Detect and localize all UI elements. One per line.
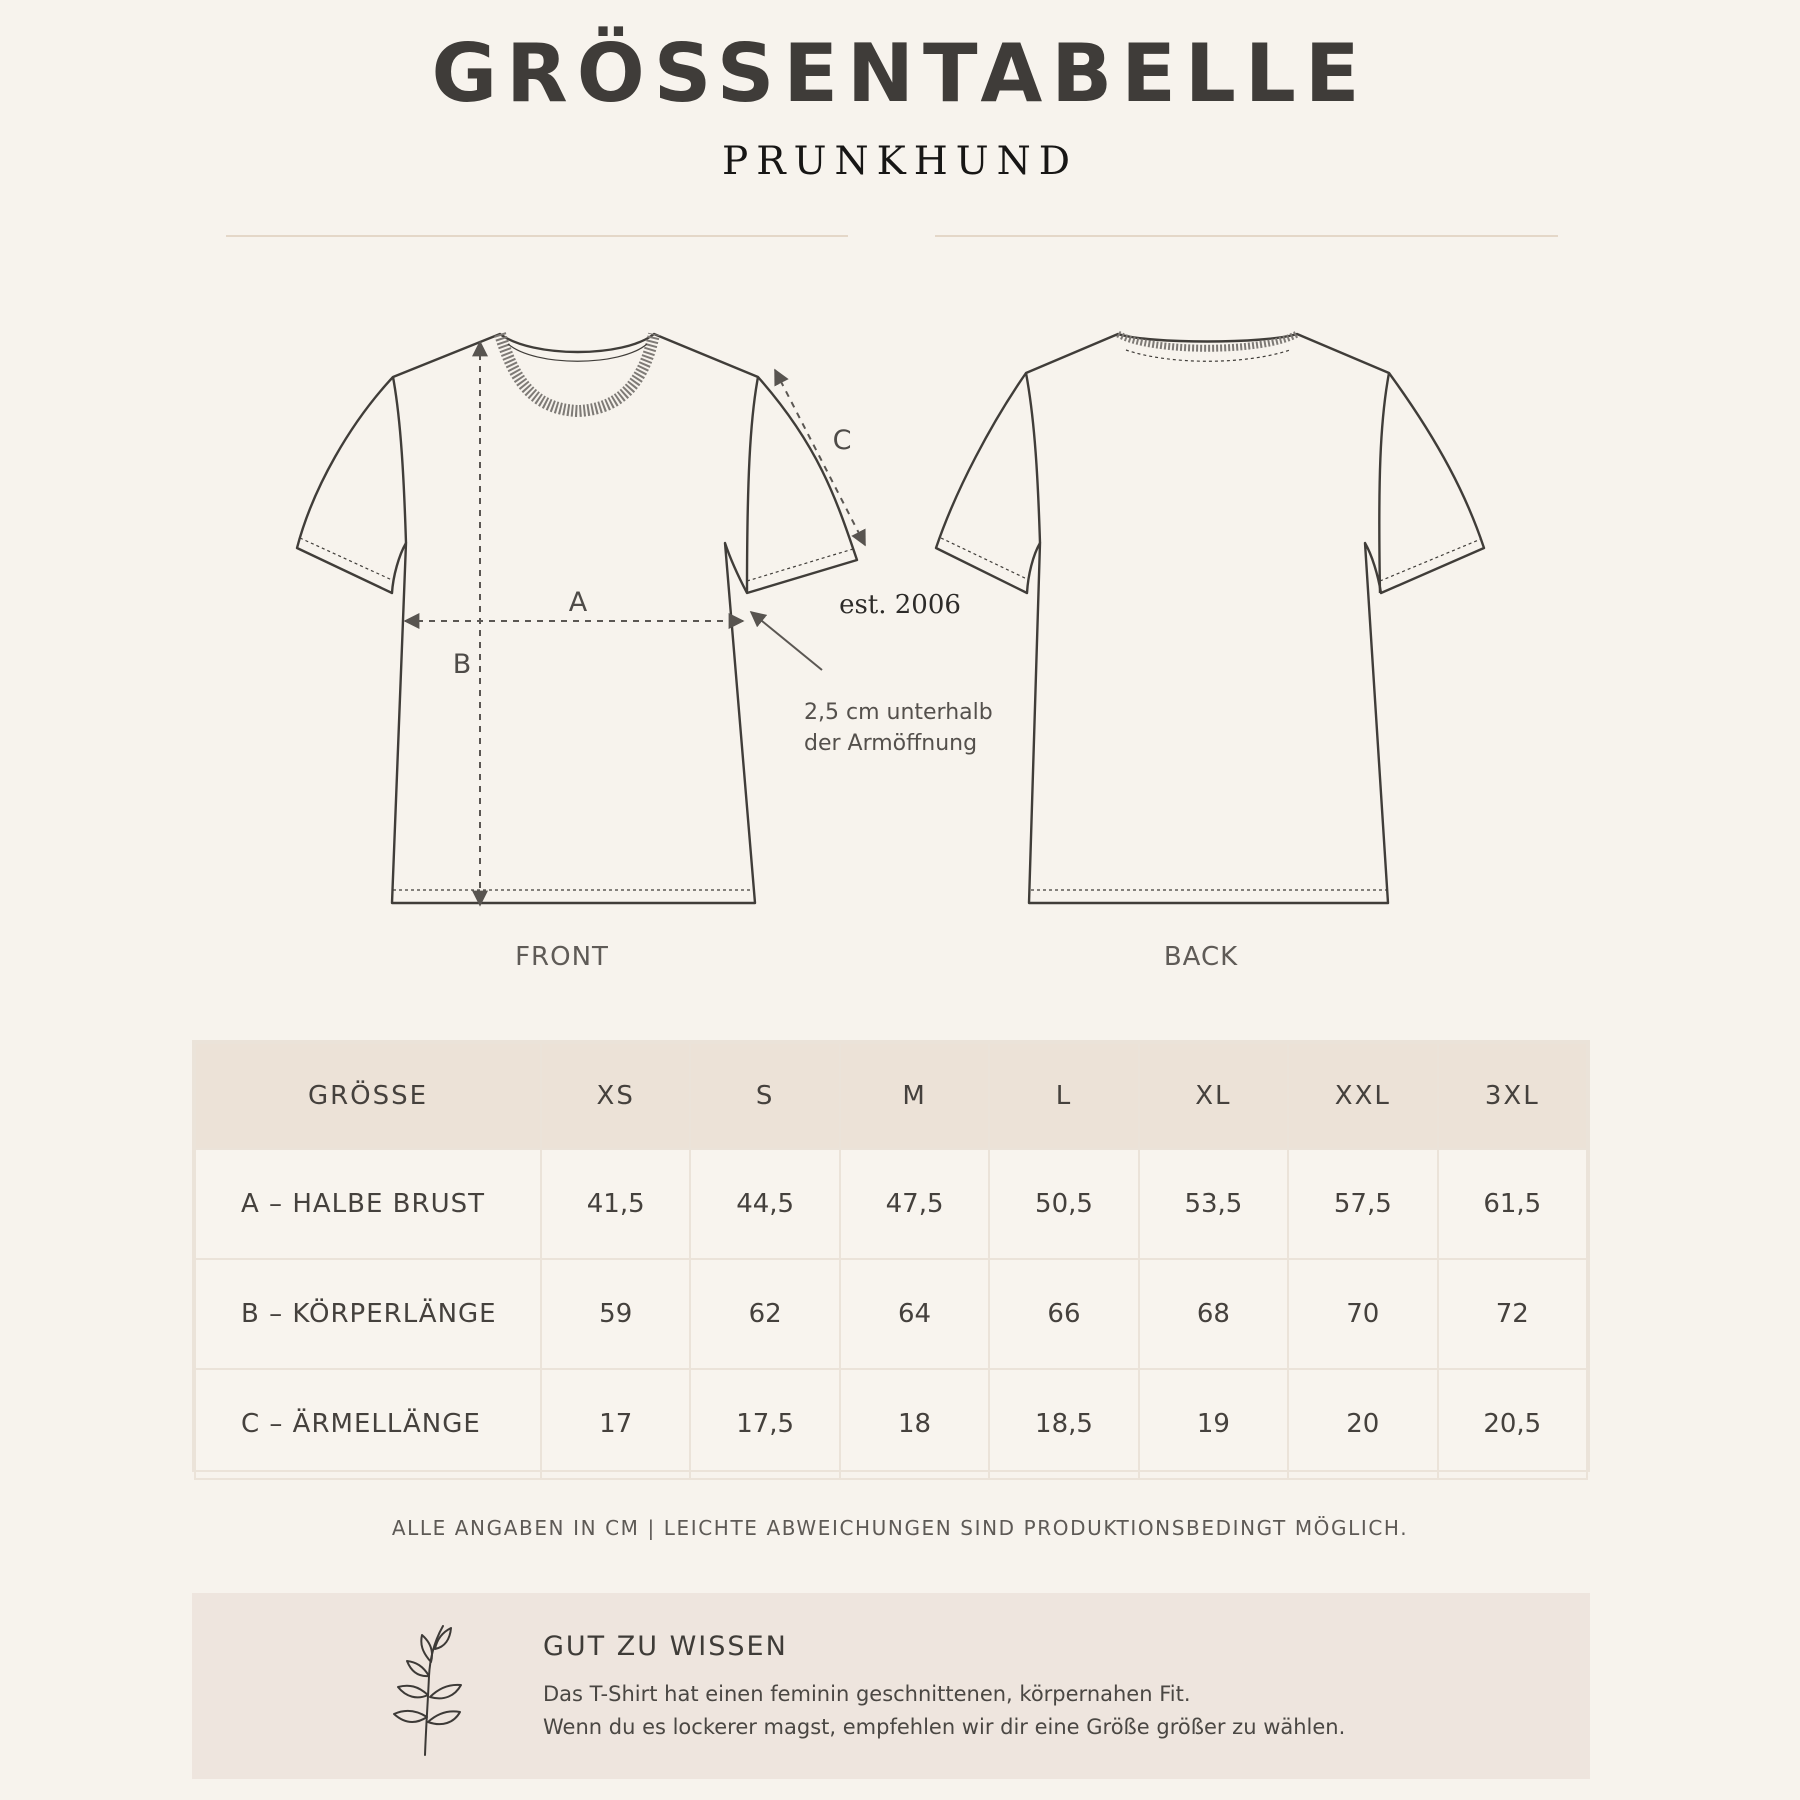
table-cell: 66 xyxy=(989,1259,1138,1369)
measurement-disclaimer: ALLE ANGABEN IN CM | LEICHTE ABWEICHUNGEN SIND PRODUKTIONSBEDINGT MÖGLICH. xyxy=(391,1516,1409,1540)
row-label-body-length: B – KÖRPERLÄNGE xyxy=(195,1259,541,1369)
size-column-m: M xyxy=(840,1043,989,1149)
size-table xyxy=(192,1040,1590,1472)
leaf-branch-icon xyxy=(382,1618,472,1758)
marker-b: B xyxy=(452,649,472,680)
size-column-xl: XL xyxy=(1139,1043,1288,1149)
table-cell: 72 xyxy=(1438,1259,1587,1369)
measurement-note-line-2: der Armöffnung xyxy=(804,731,978,756)
page-title: GRÖSSENTABELLE xyxy=(431,27,1369,120)
size-header-row xyxy=(195,1043,1587,1149)
size-header-label: GRÖSSE xyxy=(195,1043,541,1149)
table-cell: 47,5 xyxy=(840,1149,989,1259)
size-column-xxl: XXL xyxy=(1288,1043,1437,1149)
measurement-note-line-1: 2,5 cm unterhalb xyxy=(804,700,993,725)
brand-name: PRUNKHUND xyxy=(721,139,1078,184)
table-cell: 41,5 xyxy=(541,1149,690,1259)
fit-description-line-1: Das T-Shirt hat einen feminin geschnittenen, körpernahen Fit. xyxy=(543,1682,1191,1706)
size-table-grid xyxy=(194,1042,1588,1480)
established-label: est. 2006 xyxy=(839,590,961,620)
table-cell: 64 xyxy=(840,1259,989,1369)
table-cell: 68 xyxy=(1139,1259,1288,1369)
table-cell: 57,5 xyxy=(1288,1149,1437,1259)
table-cell: 20,5 xyxy=(1438,1369,1587,1479)
table-cell: 17 xyxy=(541,1369,690,1479)
table-cell: 18 xyxy=(840,1369,989,1479)
fit-description-line-2: Wenn du es lockerer magst, empfehlen wir dir eine Größe größer zu wählen. xyxy=(543,1715,1346,1739)
table-cell: 59 xyxy=(541,1259,690,1369)
table-cell: 19 xyxy=(1139,1369,1288,1479)
front-label: FRONT xyxy=(515,942,609,972)
back-shirt xyxy=(936,334,1484,903)
size-column-3xl: 3XL xyxy=(1438,1043,1587,1149)
size-column-xs: XS xyxy=(541,1043,690,1149)
table-cell: 17,5 xyxy=(690,1369,839,1479)
good-to-know-title: GUT ZU WISSEN xyxy=(543,1631,788,1662)
table-cell: 61,5 xyxy=(1438,1149,1587,1259)
back-label: BACK xyxy=(1163,942,1239,972)
table-row xyxy=(195,1149,1587,1259)
table-cell: 18,5 xyxy=(989,1369,1138,1479)
front-shirt xyxy=(297,334,857,903)
size-column-l: L xyxy=(989,1043,1138,1149)
row-label-sleeve-length: C – ÄRMELLÄNGE xyxy=(195,1369,541,1479)
table-cell: 53,5 xyxy=(1139,1149,1288,1259)
table-row xyxy=(195,1259,1587,1369)
table-cell: 20 xyxy=(1288,1369,1437,1479)
table-cell: 50,5 xyxy=(989,1149,1138,1259)
table-cell: 62 xyxy=(690,1259,839,1369)
marker-a: A xyxy=(568,587,588,618)
size-column-s: S xyxy=(690,1043,839,1149)
marker-c: C xyxy=(832,425,852,456)
table-row xyxy=(195,1369,1587,1479)
table-cell: 44,5 xyxy=(690,1149,839,1259)
row-label-half-chest: A – HALBE BRUST xyxy=(195,1149,541,1259)
table-cell: 70 xyxy=(1288,1259,1437,1369)
